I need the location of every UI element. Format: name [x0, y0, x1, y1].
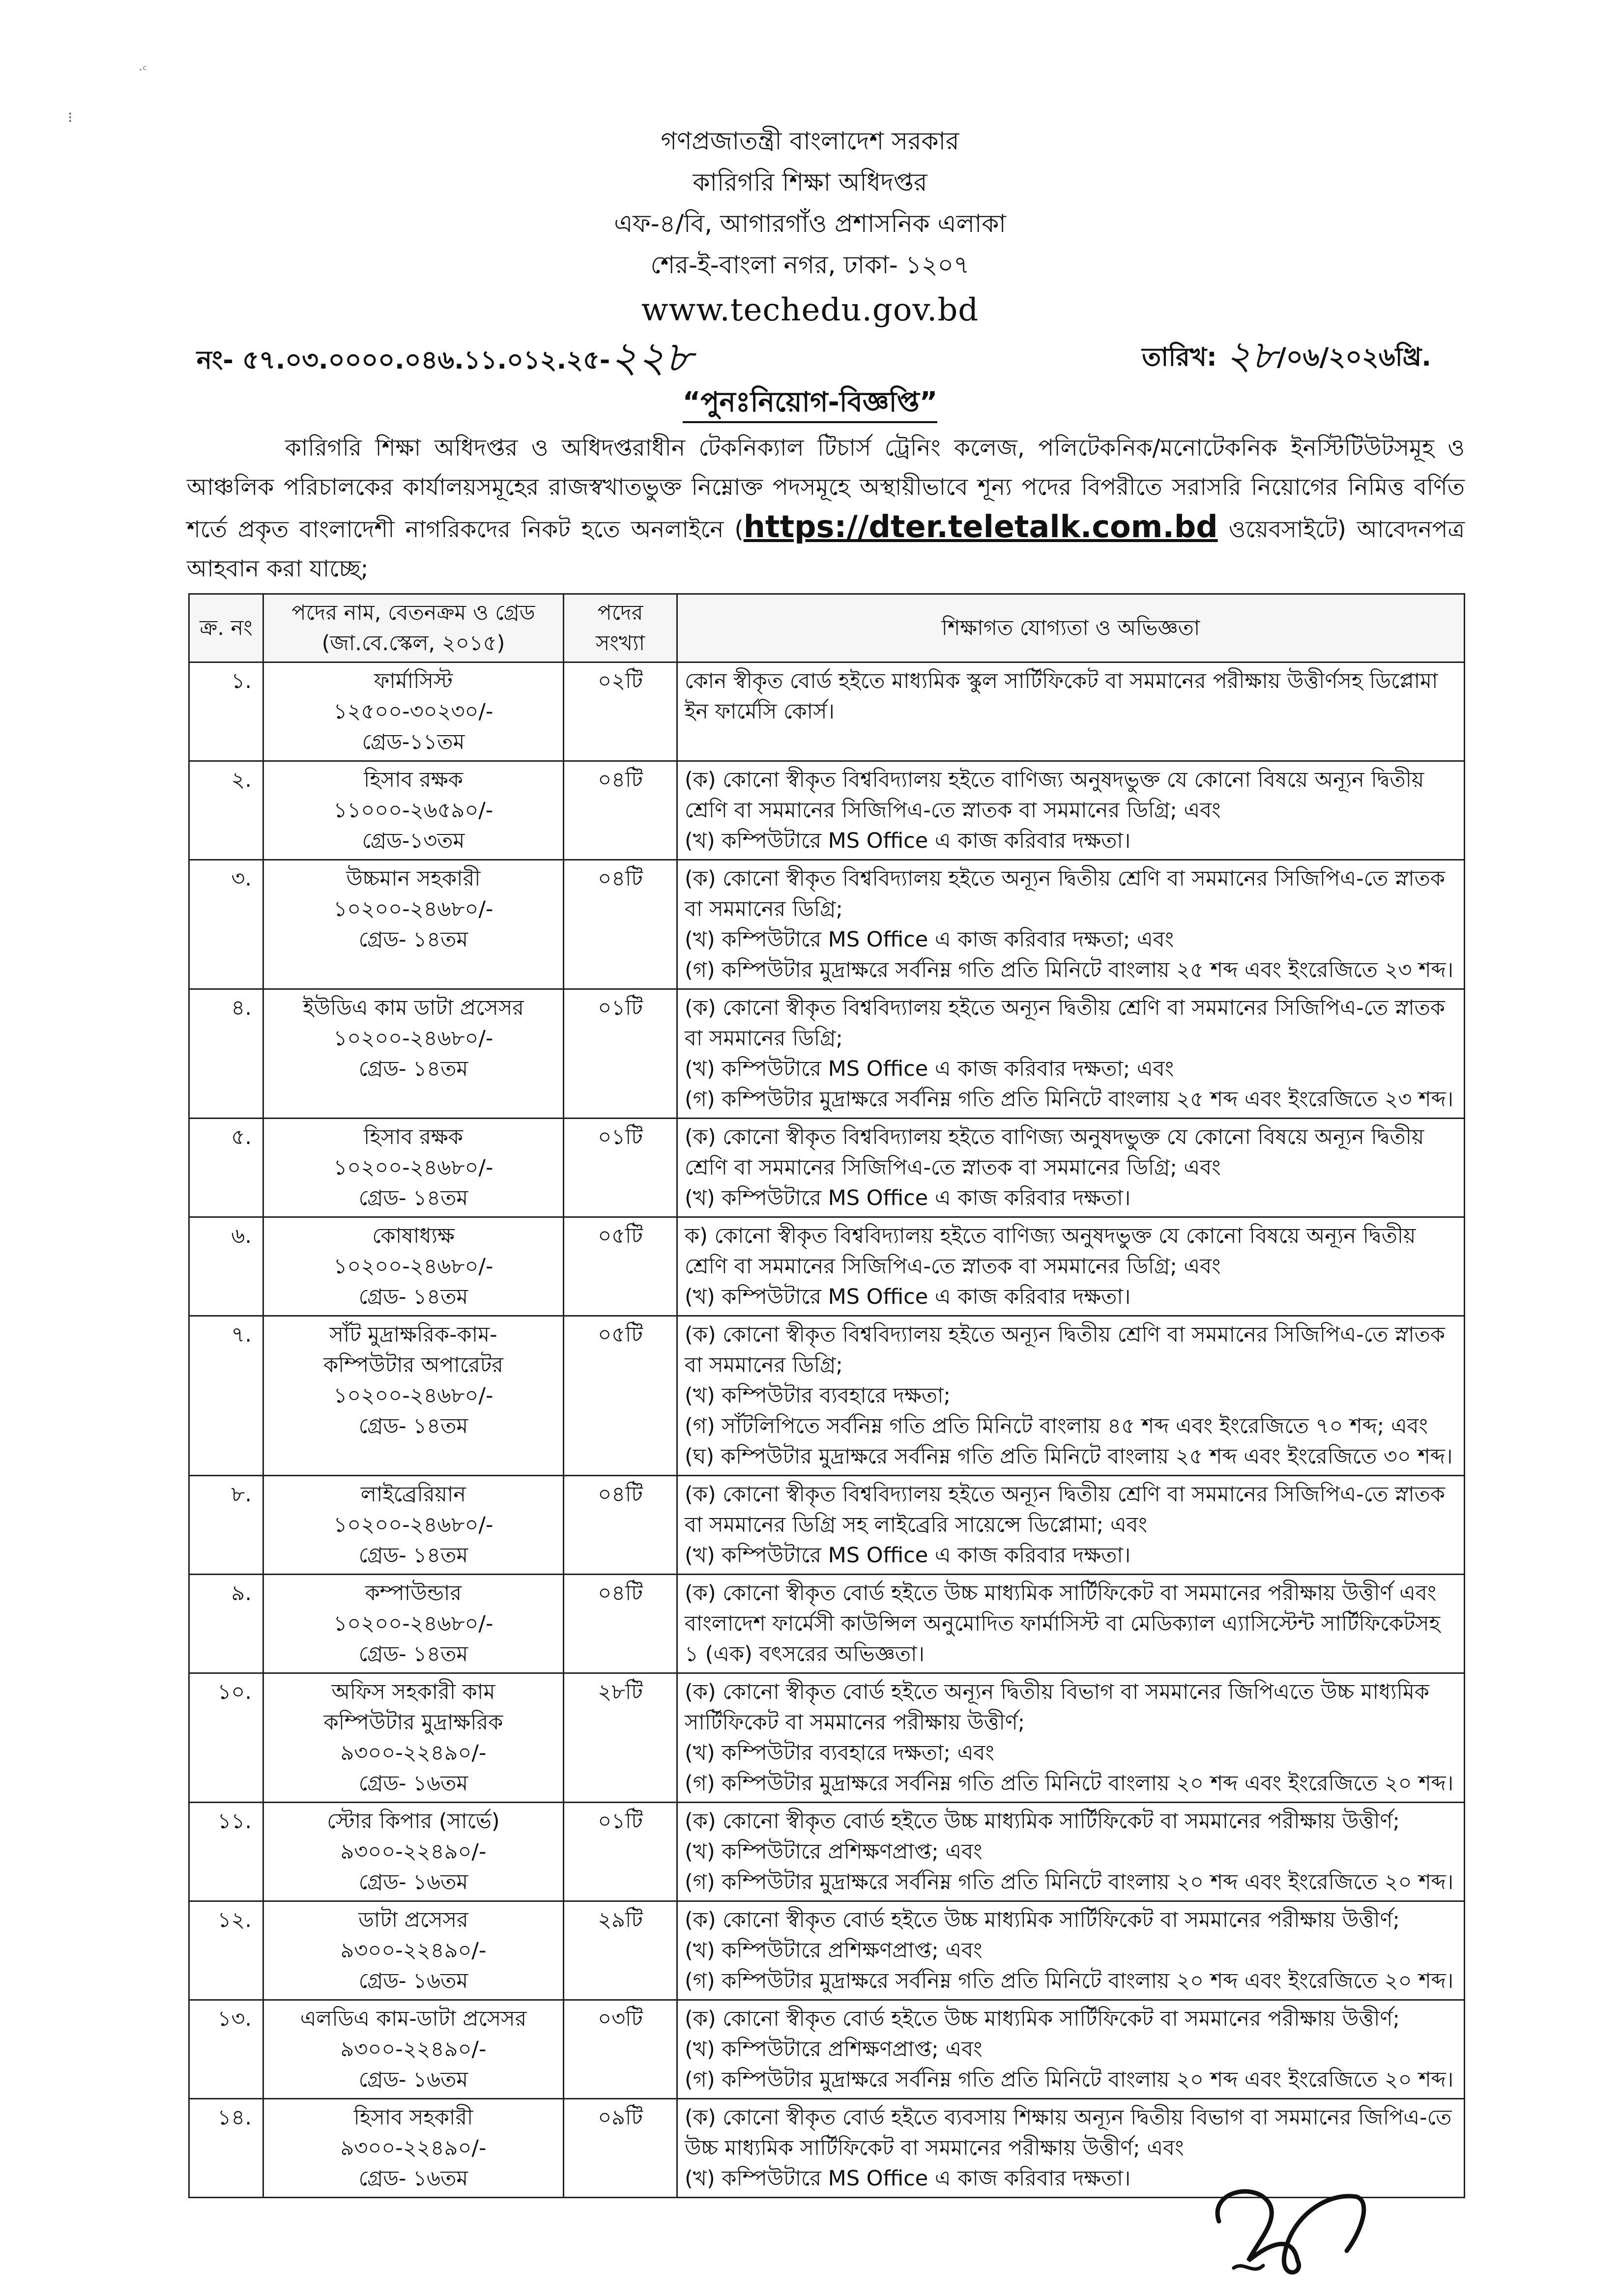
qualification-line: (গ) কম্পিউটার মুদ্রাক্ষরে সর্বনিম্ন গতি প্রতি মিনিটে বাংলায় ২০ শব্দ এবং ইংরেজিতে ২০ শব্দ। [685, 2067, 1454, 2092]
post-detail: ১০২০০-২৪৬৮০/- [333, 897, 493, 921]
qualification-line: (ক) কোনো স্বীকৃত বোর্ড হইতে ব্যবসায় শিক্ষায় অন্যূন দ্বিতীয় বিভাগ বা সমমানের জিপিএ-তে উচ্চ মাধ্যমিক সার্টিফিকেট বা সমমানের পরীক্ষায় উত্তীর্ণ; এবং [685, 2105, 1452, 2160]
memo-prefix: নং- ৫৭.০৩.০০০০.০৪৬.১১.০১২.২৫- [197, 345, 610, 375]
post-detail: গ্রেড- ১৪তম [358, 1414, 468, 1438]
intro-paragraph [187, 429, 1465, 589]
scan-mark: ⁝ [68, 109, 73, 126]
post-detail: ৯৩০০-২২৪৯০/- [340, 1938, 487, 1963]
post-detail: ১০২০০-২৪৬৮০/- [333, 1155, 493, 1180]
row-post [263, 989, 564, 1119]
table-row [189, 1476, 1465, 1575]
row-serial: ১২. [189, 1901, 263, 2000]
header-website: www.techedu.gov.bd [641, 292, 979, 328]
post-detail: গ্রেড- ১৬তম [358, 2166, 468, 2191]
scan-mark: ·ᶜ [139, 63, 147, 78]
row-post [263, 2099, 564, 2198]
qualification-line: (ক) কোনো স্বীকৃত বিশ্ববিদ্যালয় হইতে অন্যূন দ্বিতীয় শ্রেণি বা সমমানের সিজিপিএ-তে স্নাতক বা সমমানের ডিগ্রি সহ লাইব্রেরি সায়েন্সে ডিপ্লোমা; এবং [685, 1482, 1446, 1537]
post-name: হিসাব রক্ষক [364, 1125, 463, 1149]
header-post: পদের নাম, বেতনক্রম ও গ্রেড (জা.বে.স্কেল, ২০১৫) [263, 594, 564, 662]
qualification-line: (ক) কোনো স্বীকৃত বোর্ড হইতে উচ্চ মাধ্যমিক সার্টিফিকেট বা সমমানের পরীক্ষায় উত্তীর্ণ; [685, 1908, 1400, 1932]
post-detail: গ্রেড- ১৪তম [358, 1186, 468, 1210]
qualification-line: (ক) কোনো স্বীকৃত বিশ্ববিদ্যালয় হইতে অন্যূন দ্বিতীয় শ্রেণি বা সমমানের সিজিপিএ-তে স্নাতক বা সমমানের ডিগ্রি; [685, 866, 1446, 921]
table-row [189, 1803, 1465, 1901]
post-detail: গ্রেড- ১৬তম [358, 1969, 468, 1993]
post-name: এলডিএ কাম-ডাটা প্রসেসর [300, 2007, 527, 2031]
qualification-line: ক) কোনো স্বীকৃত বিশ্ববিদ্যালয় হইতে বাণিজ্য অনুষদভুক্ত যে কোনো বিষয়ে অন্যূন দ্বিতীয় শ্রেণি বা সমমানের সিজিপিএ-তে স্নাতক বা সমমানের ডিগ্রি; এবং [685, 1224, 1416, 1279]
row-post [263, 860, 564, 989]
row-qualification [677, 1803, 1465, 1901]
post-detail: ৯৩০০-২২৪৯০/- [340, 1839, 487, 1864]
qualification-line: (খ) কম্পিউটারে MS Office এ কাজ করিবার দক্ষতা। [685, 1186, 1131, 1210]
qualification-line: (গ) সাঁটলিপিতে সর্বনিম্ন গতি প্রতি মিনিটে বাংলায় ৪৫ শব্দ এবং ইংরেজিতে ৭০ শব্দ; এবং [685, 1414, 1428, 1438]
table-row [189, 989, 1465, 1119]
row-count: ০১টি [564, 1119, 677, 1217]
qualification-line: (খ) কম্পিউটারে MS Office এ কাজ করিবার দক্ষতা। [685, 1285, 1131, 1309]
apply-url-link[interactable]: https://dter.teletalk.com.bd [743, 509, 1218, 545]
qualification-line: (খ) কম্পিউটারে প্রশিক্ষণপ্রাপ্ত; এবং [685, 2037, 983, 2062]
qualification-line: (খ) কম্পিউটারে MS Office এ কাজ করিবার দক্ষতা; এবং [685, 927, 1174, 952]
table-row [189, 1316, 1465, 1476]
office-header [0, 120, 1620, 335]
row-qualification [677, 761, 1465, 860]
date-rest: /০৬/২০২৬খ্রি. [1276, 343, 1431, 372]
post-detail: গ্রেড- ১৪তম [358, 1543, 468, 1568]
post-name: হিসাব রক্ষক [364, 768, 463, 792]
row-qualification [677, 1575, 1465, 1673]
row-serial: ১. [189, 662, 263, 761]
table-row [189, 1217, 1465, 1316]
qualification-line: (গ) কম্পিউটার মুদ্রাক্ষরে সর্বনিম্ন গতি প্রতি মিনিটে বাংলায় ২০ শব্দ এবং ইংরেজিতে ২০ শব্দ। [685, 1870, 1454, 1894]
row-post [263, 1575, 564, 1673]
table-row [189, 1119, 1465, 1217]
post-name: হিসাব সহকারী [353, 2105, 473, 2130]
handwritten-signature-icon [1199, 2162, 1376, 2285]
row-count: ০৫টি [564, 1316, 677, 1476]
post-name: সাঁট মুদ্রাক্ষরিক-কাম- [329, 1322, 497, 1347]
qualification-line: (খ) কম্পিউটারে MS Office এ কাজ করিবার দক্ষতা; এবং [685, 1057, 1174, 1081]
qualification-line: (ক) কোনো স্বীকৃত বিশ্ববিদ্যালয় হইতে অন্যূন দ্বিতীয় শ্রেণি বা সমমানের সিজিপিএ-তে স্নাতক বা সমমানের ডিগ্রি; [685, 996, 1446, 1051]
date-label: তারিখ: [1142, 343, 1217, 372]
post-name: লাইব্রেরিয়ান [360, 1482, 466, 1507]
row-post [263, 1673, 564, 1803]
row-serial: ৩. [189, 860, 263, 989]
qualification-line: (ক) কোনো স্বীকৃত বোর্ড হইতে উচ্চ মাধ্যমিক সার্টিফিকেট বা সমমানের পরীক্ষায় উত্তীর্ণ এবং বাংলাদেশ ফার্মেসী কাউন্সিল অনুমোদিত ফার্মাসিস্ট বা মেডিক্যাল এ্যাসিস্টেন্ট সার্টিফিকেটসহ ১ (এক) বৎসরের অভিজ্ঞতা। [685, 1581, 1441, 1666]
row-serial: ১৪. [189, 2099, 263, 2198]
qualification-line: (গ) কম্পিউটার মুদ্রাক্ষরে সর্বনিম্ন গতি প্রতি মিনিটে বাংলায় ২৫ শব্দ এবং ইংরেজিতে ২৩ শব্দ। [685, 958, 1454, 982]
qualification-line: (খ) কম্পিউটারে প্রশিক্ষণপ্রাপ্ত; এবং [685, 1938, 983, 1963]
row-qualification [677, 1673, 1465, 1803]
row-post [263, 1217, 564, 1316]
post-detail: ৯৩০০-২২৪৯০/- [340, 1741, 487, 1765]
row-post [263, 1119, 564, 1217]
qualification-line: (খ) কম্পিউটারে MS Office এ কাজ করিবার দক্ষতা। [685, 829, 1131, 853]
row-count: ০২টি [564, 662, 677, 761]
post-name: স্টোর কিপার (সার্ভে) [327, 1809, 500, 1834]
qualification-line: (ক) কোনো স্বীকৃত বিশ্ববিদ্যালয় হইতে বাণিজ্য অনুষদভুক্ত যে কোনো বিষয়ে অন্যূন দ্বিতীয় শ্রেণি বা সমমানের সিজিপিএ-তে স্নাতক বা সমমানের ডিগ্রি; এবং [685, 1125, 1424, 1180]
header-line-dept: কারিগরি শিক্ষা অধিদপ্তর [693, 168, 927, 197]
row-qualification [677, 662, 1465, 761]
row-count: ০৯টি [564, 2099, 677, 2198]
post-name: উচ্চমান সহকারী [346, 866, 481, 891]
qualification-line: (খ) কম্পিউটার ব্যবহারে দক্ষতা; [685, 1383, 951, 1408]
row-serial: ১৩. [189, 2000, 263, 2099]
qualification-line: (গ) কম্পিউটার মুদ্রাক্ষরে সর্বনিম্ন গতি প্রতি মিনিটে বাংলায় ২০ শব্দ এবং ইংরেজিতে ২০ শব্দ। [685, 1771, 1454, 1796]
table-row [189, 2000, 1465, 2099]
qualification-line: কোন স্বীকৃত বোর্ড হইতে মাধ্যমিক স্কুল সার্টিফিকেট বা সমমানের পরীক্ষায় উত্তীর্ণসহ ডিপ্লোমা ইন ফার্মেসি কোর্স। [685, 669, 1438, 724]
post-detail: ১০২০০-২৪৬৮০/- [333, 1513, 493, 1537]
header-qualification: শিক্ষাগত যোগ্যতা ও অভিজ্ঞতা [677, 594, 1465, 662]
post-detail: কম্পিউটার অপারেটর [323, 1353, 503, 1378]
date-day-handwritten: ২৮ [1225, 332, 1277, 378]
post-detail: ১০২০০-২৪৬৮০/- [333, 1254, 493, 1279]
row-count: ০৪টি [564, 761, 677, 860]
qualification-line: (ঘ) কম্পিউটার মুদ্রাক্ষরে সর্বনিম্ন গতি প্রতি মিনিটে বাংলায় ২৫ শব্দ এবং ইংরেজিতে ৩০ শব্দ। [685, 1444, 1453, 1469]
row-qualification [677, 1217, 1465, 1316]
row-post [263, 2000, 564, 2099]
row-post [263, 1901, 564, 2000]
post-detail: ১০২০০-২৪৬৮০/- [333, 1383, 493, 1408]
qualification-line: (ক) কোনো স্বীকৃত বোর্ড হইতে উচ্চ মাধ্যমিক সার্টিফিকেট বা সমমানের পরীক্ষায় উত্তীর্ণ; [685, 1809, 1400, 1834]
row-qualification [677, 1316, 1465, 1476]
post-name: কোষাধ্যক্ষ [372, 1224, 455, 1248]
post-name: কম্পাউন্ডার [365, 1581, 462, 1606]
row-post [263, 662, 564, 761]
qualification-line: (গ) কম্পিউটার মুদ্রাক্ষরে সর্বনিম্ন গতি প্রতি মিনিটে বাংলায় ২৫ শব্দ এবং ইংরেজিতে ২৩ শব্দ। [685, 1087, 1454, 1112]
row-count: ২৯টি [564, 1901, 677, 2000]
row-serial: ৬. [189, 1217, 263, 1316]
notice-title: “পুনঃনিয়োগ-বিজ্ঞপ্তি” [0, 381, 1620, 427]
row-post [263, 761, 564, 860]
post-detail: ১২৫০০-৩০২৩০/- [333, 699, 493, 724]
post-detail: ৯৩০০-২২৪৯০/- [340, 2037, 487, 2062]
post-detail: গ্রেড- ১৬তম [358, 1870, 468, 1894]
table-header-row [189, 594, 1465, 662]
row-serial: ২. [189, 761, 263, 860]
row-post [263, 1316, 564, 1476]
row-serial: ১০. [189, 1673, 263, 1803]
row-count: ০৪টি [564, 1575, 677, 1673]
row-post [263, 1476, 564, 1575]
row-count: ০৫টি [564, 1217, 677, 1316]
row-qualification [677, 989, 1465, 1119]
post-name: ইউডিএ কাম ডাটা প্রসেসর [303, 996, 524, 1020]
table-row [189, 1673, 1465, 1803]
row-qualification [677, 860, 1465, 989]
post-detail: ১০২০০-২৪৬৮০/- [333, 1026, 493, 1051]
row-qualification [677, 1119, 1465, 1217]
post-name: ফার্মাসিস্ট [374, 669, 453, 693]
intro-text-before: কারিগরি শিক্ষা অধিদপ্তর ও অধিদপ্তরাধীন টেকনিক্যাল টিচার্স ট্রেনিং কলেজ, পলিটেকনিক/মনোটেকনিক ইনস্টিটিউটসমূহ ও আঞ্চলিক পরিচালকের কার্যালয়সমূহের রাজস্বখাতভুক্ত নিম্নোক্ত পদসমূহে অস্থায়ীভাবে শূন্য পদের বিপরীতে সরাসরি নিয়োগের নিমিত্ত বর্ণিত শর্তে প্রকৃত বাংলাদেশী নাগরিকদের নিকট হতে অনলাইনে ( [187, 434, 1465, 543]
row-count: ০১টি [564, 989, 677, 1119]
post-name: অফিস সহকারী কাম [331, 1680, 495, 1704]
post-detail: গ্রেড- ১৪তম [358, 927, 468, 952]
row-serial: ৪. [189, 989, 263, 1119]
post-detail: গ্রেড- ১৬তম [358, 2067, 468, 2092]
vacancy-table [188, 593, 1465, 2198]
qualification-line: (খ) কম্পিউটারে MS Office এ কাজ করিবার দক্ষতা। [685, 1543, 1131, 1568]
post-detail: গ্রেড-১৩তম [362, 829, 465, 853]
table-row [189, 761, 1465, 860]
post-detail: গ্রেড-১১তম [362, 730, 465, 754]
post-detail: গ্রেড- ১৪তম [358, 1057, 468, 1081]
row-qualification [677, 1901, 1465, 2000]
header-line-city: শের-ই-বাংলা নগর, ঢাকা- ১২০৭ [650, 251, 970, 279]
qualification-line: (গ) কম্পিউটার মুদ্রাক্ষরে সর্বনিম্ন গতি প্রতি মিনিটে বাংলায় ২০ শব্দ এবং ইংরেজিতে ২০ শব্দ। [685, 1969, 1454, 1993]
post-detail: ৯৩০০-২২৪৯০/- [340, 2136, 487, 2160]
table-row [189, 860, 1465, 989]
row-count: ০৪টি [564, 860, 677, 989]
row-serial: ৫. [189, 1119, 263, 1217]
row-serial: ৭. [189, 1316, 263, 1476]
post-detail: গ্রেড- ১৬তম [358, 1771, 468, 1796]
header-line-govt: গণপ্রজাতন্ত্রী বাংলাদেশ সরকার [661, 127, 959, 155]
intro-text-after: ওয়েবসাইটে) আবেদনপত্র আহবান করা যাচ্ছে; [187, 516, 1465, 582]
table-row [189, 662, 1465, 761]
qualification-line: (ক) কোনো স্বীকৃত বিশ্ববিদ্যালয় হইতে বাণিজ্য অনুষদভুক্ত যে কোনো বিষয়ে অন্যূন দ্বিতীয় শ্রেণি বা সমমানের সিজিপিএ-তে স্নাতক বা সমমানের ডিগ্রি; এবং [685, 768, 1424, 823]
row-serial: ৮. [189, 1476, 263, 1575]
row-qualification [677, 2000, 1465, 2099]
post-detail: ১০২০০-২৪৬৮০/- [333, 1611, 493, 1636]
row-serial: ১১. [189, 1803, 263, 1901]
memo-date [1142, 322, 1431, 388]
row-serial: ৯. [189, 1575, 263, 1673]
header-serial: ক্র. নং [189, 594, 263, 662]
qualification-line: (খ) কম্পিউটারে প্রশিক্ষণপ্রাপ্ত; এবং [685, 1839, 983, 1864]
post-name: ডাটা প্রসেসর [358, 1908, 468, 1932]
qualification-line: (ক) কোনো স্বীকৃত বোর্ড হইতে উচ্চ মাধ্যমিক সার্টিফিকেট বা সমমানের পরীক্ষায় উত্তীর্ণ; [685, 2007, 1400, 2031]
table-row [189, 1575, 1465, 1673]
row-count: ২৮টি [564, 1673, 677, 1803]
row-count: ০১টি [564, 1803, 677, 1901]
qualification-line: (ক) কোনো স্বীকৃত বোর্ড হইতে অন্যূন দ্বিতীয় বিভাগ বা সমমানের জিপিএতে উচ্চ মাধ্যমিক সার্টিফিকেট বা সমমানের পরীক্ষায় উত্তীর্ণ; [685, 1680, 1429, 1735]
qualification-line: (ক) কোনো স্বীকৃত বিশ্ববিদ্যালয় হইতে অন্যূন দ্বিতীয় শ্রেণি বা সমমানের সিজিপিএ-তে স্নাতক বা সমমানের ডিগ্রি; [685, 1322, 1446, 1378]
qualification-line: (খ) কম্পিউটার ব্যবহারে দক্ষতা; এবং [685, 1741, 994, 1765]
row-qualification [677, 1476, 1465, 1575]
post-detail: কম্পিউটার মুদ্রাক্ষরিক [323, 1710, 503, 1735]
post-detail: ১১০০০-২৬৫৯০/- [333, 798, 493, 823]
post-detail: গ্রেড- ১৪তম [358, 1285, 468, 1309]
header-count: পদের সংখ্যা [564, 594, 677, 662]
row-count: ০৩টি [564, 2000, 677, 2099]
post-detail: গ্রেড- ১৪তম [358, 1642, 468, 1666]
qualification-line: (খ) কম্পিউটারে MS Office এ কাজ করিবার দক্ষতা। [685, 2166, 1131, 2191]
header-line-address: এফ-৪/বি, আগারগাঁও প্রশাসনিক এলাকা [614, 209, 1006, 238]
row-post [263, 1803, 564, 1901]
memo-handwritten-number: ২২৮ [610, 333, 693, 382]
table-row [189, 1901, 1465, 2000]
row-count: ০৪টি [564, 1476, 677, 1575]
